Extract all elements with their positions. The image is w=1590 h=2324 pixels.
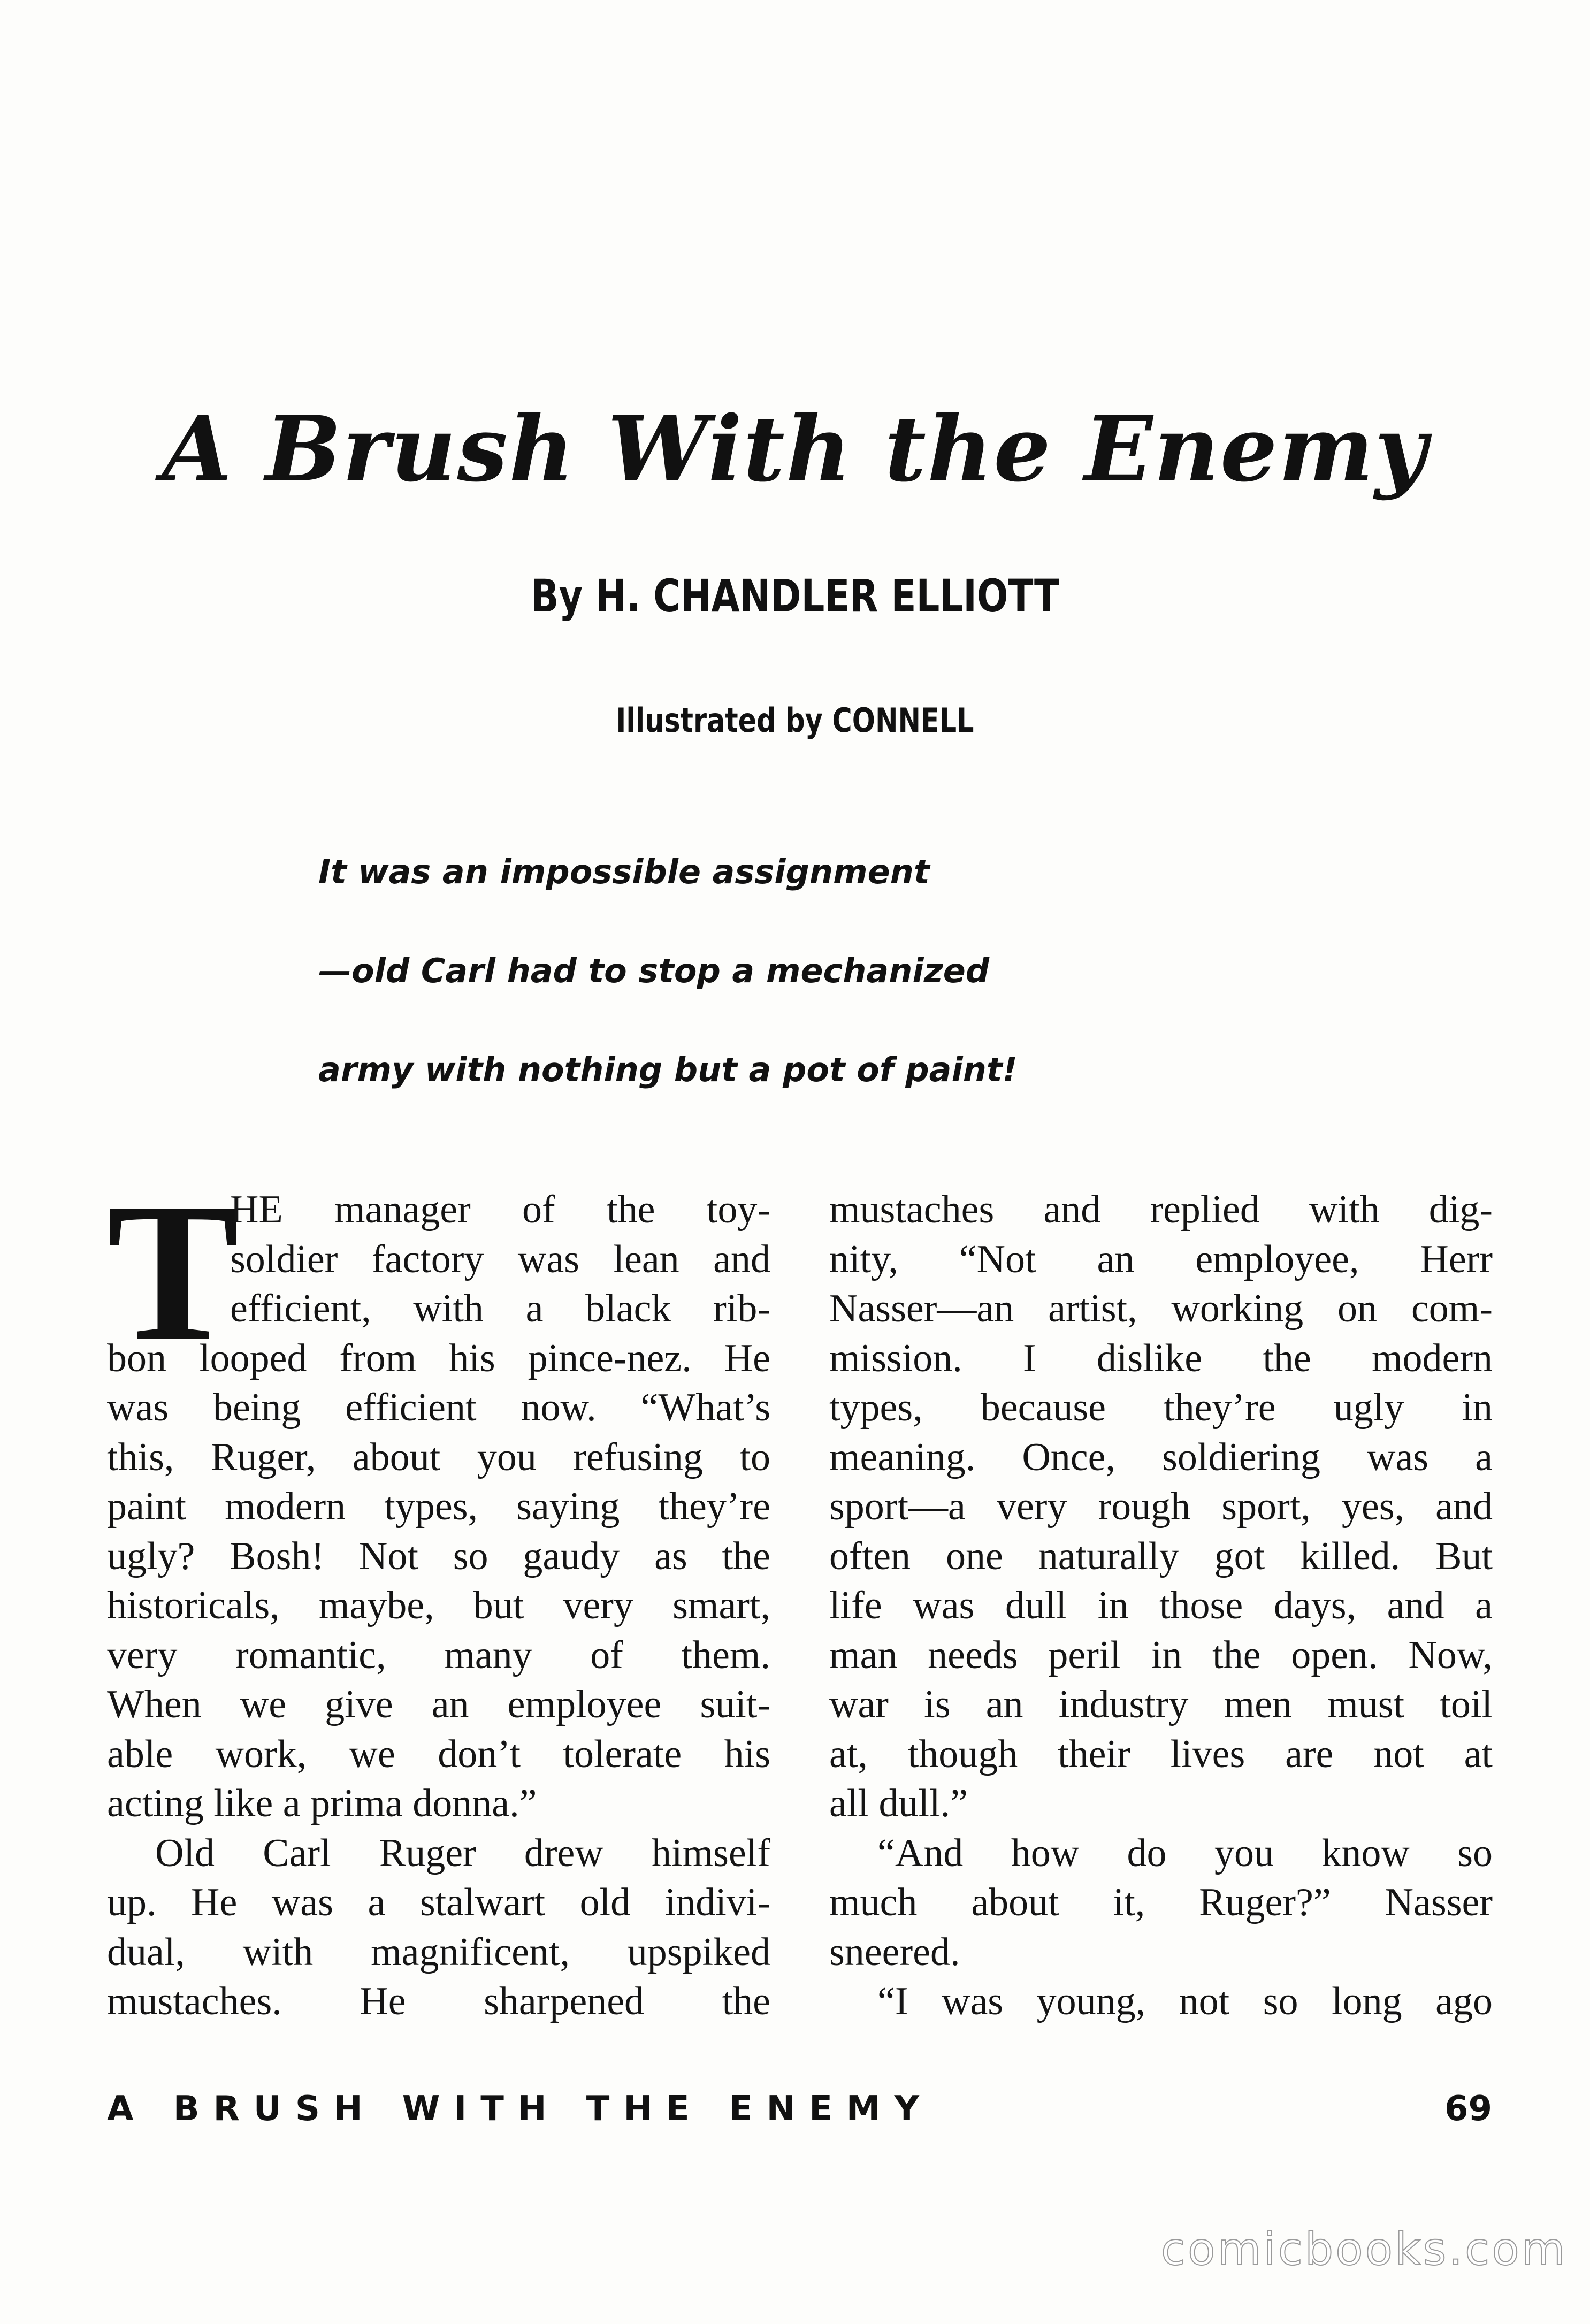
text-line: bon looped from his pince-nez. He (107, 1336, 770, 1380)
right-text-column (829, 1185, 1493, 2027)
left-text-column (107, 1163, 770, 2027)
running-footer-title: A BRUSH WITH THE ENEMY (107, 2089, 933, 2129)
text-line: man needs peril in the open. Now, (829, 1633, 1493, 1677)
text-line: ugly? Bosh! Not so gaudy as the (107, 1534, 770, 1578)
text-line: Nasser—an artist, working on com- (829, 1287, 1493, 1331)
text-line: “And how do you know so (877, 1831, 1493, 1875)
text-line: acting like a prima donna.” (107, 1782, 537, 1825)
text-line: this, Ruger, about you refusing to (107, 1435, 770, 1479)
text-line: very romantic, many of them. (107, 1633, 770, 1677)
author-byline: By H. CHANDLER ELLIOTT (530, 570, 1060, 622)
text-line: mustaches. He sharpened the (107, 1979, 770, 2023)
text-line: life was dull in those days, and a (829, 1584, 1493, 1627)
text-line: “I was young, not so long ago (877, 1979, 1493, 2023)
text-line: efficient, with a black rib- (230, 1287, 770, 1331)
text-line: soldier factory was lean and (230, 1237, 770, 1281)
blurb-line: army with nothing but a pot of paint! (318, 1050, 1018, 1089)
text-line: much about it, Ruger?” Nasser (829, 1880, 1493, 1924)
text-line: types, because they’re ugly in (829, 1386, 1493, 1429)
text-line: When we give an employee suit- (107, 1683, 770, 1726)
illustrator-credit: Illustrated by CONNELL (616, 701, 974, 740)
text-line: HE manager of the toy- (230, 1188, 770, 1232)
page-number: 69 (1444, 2089, 1493, 2129)
text-line: war is an industry men must toil (829, 1683, 1493, 1726)
site-watermark: comicbooks.com (1161, 2223, 1568, 2275)
blurb-line: It was an impossible assignment (318, 852, 930, 891)
text-line: often one naturally got killed. But (829, 1534, 1493, 1578)
article-title: A Brush With the Enemy (162, 396, 1428, 502)
text-line: nity, “Not an employee, Herr (829, 1237, 1493, 1281)
text-line: mission. I dislike the modern (829, 1336, 1493, 1380)
text-line: sneered. (829, 1930, 960, 1974)
text-line: paint modern types, saying they’re (107, 1485, 770, 1528)
text-line: meaning. Once, soldiering was a (829, 1435, 1493, 1479)
article-blurb (318, 851, 1018, 1148)
text-line: mustaches and replied with dig- (829, 1188, 1493, 1232)
text-line: at, though their lives are not at (829, 1732, 1493, 1776)
text-line: all dull.” (829, 1782, 968, 1825)
text-line: able work, we don’t tolerate his (107, 1732, 770, 1776)
text-line: Old Carl Ruger drew himself (155, 1831, 770, 1875)
text-line: up. He was a stalwart old indivi- (107, 1880, 770, 1924)
blurb-line: —old Carl had to stop a mechanized (318, 951, 990, 990)
text-line: was being efficient now. “What’s (107, 1386, 770, 1429)
text-line: dual, with magnificent, upspiked (107, 1930, 770, 1974)
drop-cap: T (107, 1163, 239, 1382)
text-line: sport—a very rough sport, yes, and (829, 1485, 1493, 1528)
text-line: historicals, maybe, but very smart, (107, 1584, 770, 1627)
